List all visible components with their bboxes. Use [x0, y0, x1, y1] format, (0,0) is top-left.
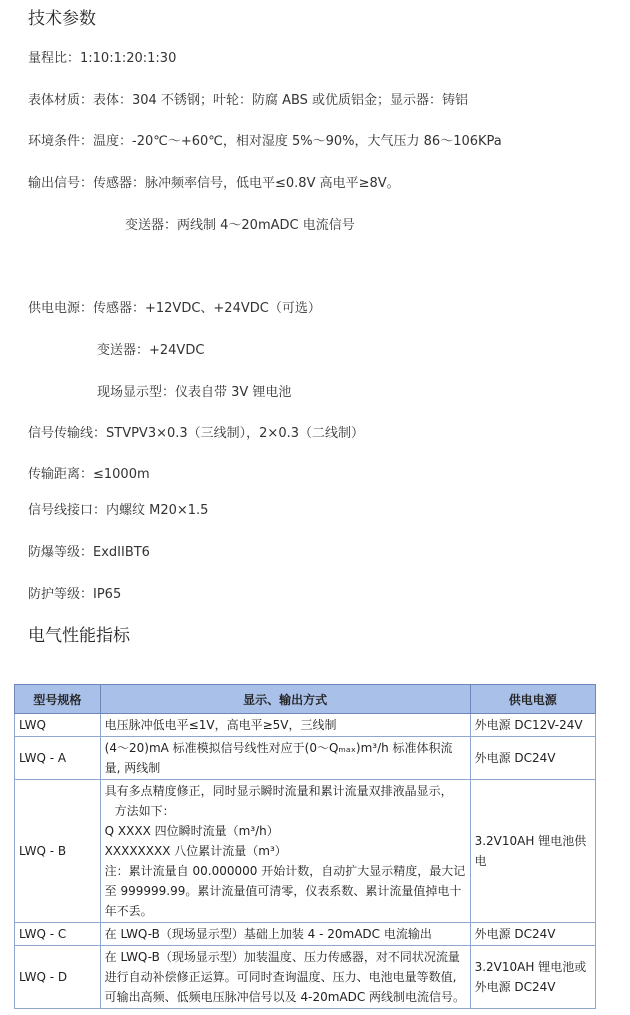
header-power: 供电电源: [470, 685, 595, 714]
output-line: 量, 两线制: [104, 761, 161, 775]
model-cell: LWQ - B: [15, 780, 101, 923]
cable-text: 信号传输线：STVPV3×0.3（三线制），2×0.3（二线制）: [28, 426, 364, 441]
power-display-text: 现场显示型：仪表自带 3V 锂电池: [97, 385, 292, 400]
output-signal-text: 输出信号：传感器：脉冲频率信号，低电平≤0.8V 高电平≥8V。: [28, 176, 400, 191]
model-cell: LWQ - A: [15, 737, 101, 780]
power-cell: [470, 737, 595, 780]
power-transmitter-text: 变送器：+24VDC: [97, 343, 205, 358]
output-cell: [100, 780, 470, 923]
material-text: 表体材质：表体：304 不锈钢；叶轮：防腐 ABS 或优质铝金；显示器：铸铝: [28, 93, 469, 108]
power-line: 电: [474, 854, 487, 868]
table-row: [15, 780, 596, 923]
distance-text: 传输距离：≤1000m: [28, 467, 150, 482]
output-line: 在 LWQ-B（现场显示型）加装温度、压力传感器，对不同状况流量: [104, 950, 460, 964]
section-title-tech-params: 技术参数: [28, 9, 96, 29]
output-line: 在 LWQ-B（现场显示型）基础上加装 4 - 20mADC 电流输出: [104, 927, 432, 941]
range-ratio-text: 量程比：1:10:1:20:1:30: [28, 51, 177, 66]
model-cell: LWQ - D: [15, 946, 101, 1009]
output-line: 年不丢。: [104, 904, 153, 918]
power-sensor-text: 供电电源：传感器：+12VDC、+24VDC（可选）: [28, 301, 321, 316]
protection-text: 防护等级：IP65: [28, 587, 122, 602]
table-row: [15, 946, 596, 1009]
spec-table: [14, 684, 596, 1009]
section-title-electrical: 电气性能指标: [28, 626, 130, 646]
model-cell: LWQ: [15, 714, 101, 737]
table-row: [15, 923, 596, 946]
power-cell: [470, 714, 595, 737]
output-line: 电压脉冲低电平≤1V，高电平≥5V，三线制: [104, 718, 337, 732]
explosion-text: 防爆等级：ExdIIBT6: [28, 545, 150, 560]
power-line: 外电源 DC24V: [474, 927, 556, 941]
output-line: 注：累计流量自 00.000000 开始计数，自动扩大显示精度，最大记: [104, 864, 466, 878]
output-cell: [100, 714, 470, 737]
table-row: [15, 737, 596, 780]
output-line: (4～20)mA 标准模拟信号线性对应于(0～Qₘₐₓ)m³/h 标准体积流: [104, 741, 453, 755]
table-header-row: [15, 685, 596, 714]
header-output: 显示、输出方式: [100, 685, 470, 714]
interface-text: 信号线接口：内螺纹 M20×1.5: [28, 503, 209, 518]
output-cell: [100, 946, 470, 1009]
output-line: XXXXXXXX 八位累计流量（m³）: [104, 844, 287, 858]
model-cell: LWQ - C: [15, 923, 101, 946]
output-line: 具有多点精度修正，同时显示瞬时流量和累计流量双排液晶显示，: [104, 784, 453, 798]
power-line: 外电源 DC24V: [474, 980, 556, 994]
power-cell: [470, 946, 595, 1009]
output-line: Q XXXX 四位瞬时流量（m³/h）: [104, 824, 279, 838]
power-line: 3.2V10AH 锂电池或: [474, 960, 587, 974]
power-line: 外电源 DC12V-24V: [474, 718, 583, 732]
power-line: 外电源 DC24V: [474, 751, 556, 765]
output-cell: [100, 923, 470, 946]
output-line: 方法如下：: [114, 804, 175, 818]
table-row: [15, 714, 596, 737]
power-line: 3.2V10AH 锂电池供: [474, 834, 587, 848]
output-line: 可输出高频、低频电压脉冲信号以及 4-20mADC 两线制电流信号。: [104, 990, 466, 1004]
power-cell: [470, 923, 595, 946]
output-cell: [100, 737, 470, 780]
header-model: 型号规格: [15, 685, 101, 714]
power-cell: [470, 780, 595, 923]
output-line: 至 999999.99。累计流量值可清零，仪表系数、累计流量值掉电十: [104, 884, 462, 898]
output-transmitter-text: 变送器：两线制 4～20mADC 电流信号: [125, 218, 355, 233]
environment-text: 环境条件：温度：-20℃～+60℃，相对湿度 5%～90%，大气压力 86～106KPa: [28, 134, 502, 149]
output-line: 进行自动补偿修正运算。可同时查询温度、压力、电池电量等数值,: [104, 970, 457, 984]
